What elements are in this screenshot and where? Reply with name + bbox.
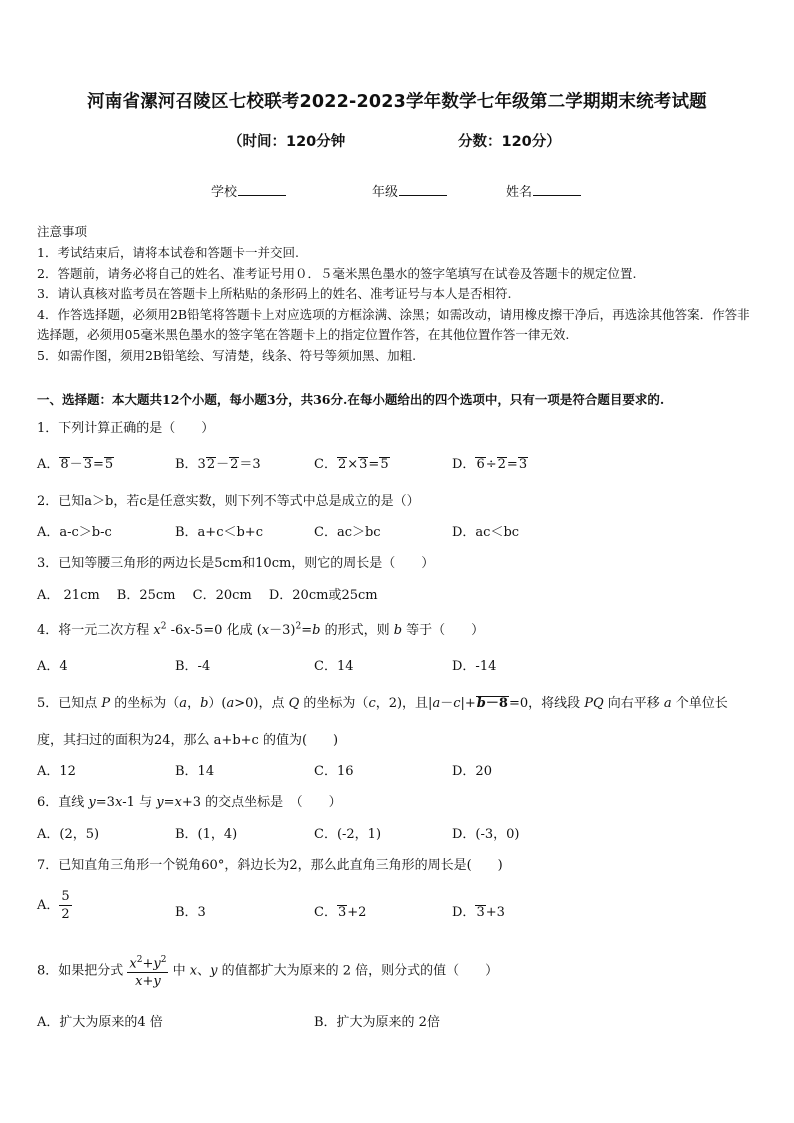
q2-option-c[interactable]: C．ac＞bc bbox=[314, 525, 381, 540]
question-1-stem: 1．下列计算正确的是（ ） bbox=[37, 421, 215, 436]
q3-options[interactable]: A． 21cm B．25cm C．20cm D．20cm或25cm bbox=[37, 588, 378, 603]
grade-field bbox=[372, 181, 447, 200]
q2-option-d[interactable]: D．ac＜bc bbox=[452, 525, 520, 540]
q4-option-b[interactable]: B．-4 bbox=[175, 659, 211, 674]
q5-option-b[interactable]: B．14 bbox=[175, 764, 215, 779]
q2-option-b[interactable]: B．a+c＜b+c bbox=[175, 525, 263, 540]
question-6-stem: 6．直线 y=3x-1 与 y=x+3 的交点坐标是 （ ） bbox=[37, 795, 342, 810]
q5-option-a[interactable]: A．12 bbox=[37, 764, 76, 779]
question-5-stem-cont: 度，其扫过的面积为24，那么 a+b+c 的值为( ) bbox=[37, 733, 339, 748]
exam-title: 河南省漯河召陵区七校联考2022-2023学年数学七年级第二学期期末统考试题 bbox=[87, 92, 707, 112]
notice-title: 注意事项 bbox=[37, 224, 88, 239]
fraction: $\frac{5}{2}$ bbox=[61, 889, 70, 922]
q4-option-d[interactable]: D．-14 bbox=[452, 659, 497, 674]
notice-item: 3．请认真核对监考员在答题卡上所粘贴的条形码上的姓名、准考证号与本人是否相符. bbox=[37, 286, 512, 301]
name-blank[interactable] bbox=[533, 182, 581, 196]
question-4-stem: 4．将一元二次方程 $x^2$ -6x-5=0 化成 $(x-3)^2=b$ 的形式，则 b 等于（ ） bbox=[37, 621, 485, 638]
q7-option-b[interactable]: B．3 bbox=[175, 905, 206, 920]
notice-item: 5．如需作图，须用2B铅笔绘、写清楚，线条、符号等须加黑、加粗. bbox=[37, 347, 417, 363]
q6-option-d[interactable]: D．(-3，0) bbox=[452, 827, 520, 842]
grade-label: 年级 bbox=[372, 185, 399, 200]
q1-option-a[interactable]: A．8－3=5 bbox=[37, 457, 114, 472]
question-5-stem: 5．已知点 P 的坐标为（a，b）(a>0)，点 Q 的坐标为（c，2)，且|a－c|+b－8=0，将线段 PQ 向右平移 a 个单位长 bbox=[37, 696, 728, 711]
q6-option-a[interactable]: A．(2，5) bbox=[37, 827, 100, 842]
q8-option-a[interactable]: A．扩大为原来的4 倍 bbox=[37, 1015, 163, 1030]
q7-option-c[interactable]: C．3+2 bbox=[314, 905, 367, 920]
school-blank[interactable] bbox=[238, 182, 286, 196]
grade-blank[interactable] bbox=[399, 182, 447, 196]
question-7-stem: 7．已知直角三角形一个锐角60°，斜边长为2，那么此直角三角形的周长是( ) bbox=[37, 858, 503, 873]
q7-option-a[interactable]: A． $\frac{5}{2}$ bbox=[37, 889, 70, 922]
q1-option-b[interactable]: B．32－2＝3 bbox=[175, 457, 261, 472]
q7-option-d[interactable]: D．3+3 bbox=[452, 905, 505, 920]
q6-option-c[interactable]: C．(-2，1) bbox=[314, 827, 382, 842]
notice-item: 1．考试结束后，请将本试卷和答题卡一并交回. bbox=[37, 245, 299, 260]
name-label: 姓名 bbox=[506, 185, 533, 200]
q5-option-d[interactable]: D．20 bbox=[452, 764, 492, 779]
name-field bbox=[506, 181, 581, 200]
q5-option-c[interactable]: C．16 bbox=[314, 764, 354, 779]
q1-option-d[interactable]: D．6÷2=3 bbox=[452, 457, 528, 472]
notice-item: 2．答题前，请务必将自己的姓名、准考证号用０．５毫米黑色墨水的签字笔填写在试卷及答题卡的规定位置. bbox=[37, 265, 637, 281]
q2-option-a[interactable]: A．a-c＞b-c bbox=[37, 525, 112, 540]
section-heading: 一、选择题：本大题共12个小题，每小题3分，共36分.在每小题给出的四个选项中，只有一项是符合题目要求的. bbox=[37, 392, 665, 407]
question-2-stem: 2．已知a＞b，若c是任意实数，则下列不等式中总是成立的是（） bbox=[37, 494, 420, 509]
question-8-stem: 8．如果把分式 $\frac{x^2+y^2}{x+y}$ 中 x、y 的值都扩大为原来的 2 倍，则分式的值（ ） bbox=[37, 952, 498, 990]
school-field bbox=[211, 181, 286, 200]
fraction: $\frac{x^2+y^2}{x+y}$ bbox=[127, 952, 168, 990]
exam-time: （时间：120分钟 bbox=[228, 134, 346, 150]
q4-option-a[interactable]: A．4 bbox=[37, 659, 68, 674]
q8-option-b[interactable]: B．扩大为原来的 2倍 bbox=[314, 1015, 440, 1030]
question-3-stem: 3．已知等腰三角形的两边长是5cm和10cm，则它的周长是（ ） bbox=[37, 556, 435, 571]
school-label: 学校 bbox=[211, 185, 238, 200]
q1-option-c[interactable]: C．2×3=5 bbox=[314, 457, 389, 472]
exam-score: 分数：120分） bbox=[458, 134, 561, 150]
q6-option-b[interactable]: B．(1，4) bbox=[175, 827, 238, 842]
notice-item: 4．作答选择题，必须用2B铅笔将答题卡上对应选项的方框涂满、涂黑；如需改动，请用橡皮擦干净后，再选涂其他答案．作答非选择题，必须用05毫米黑色墨水的签字笔在答题卡上的指定位置作答，在其他位置作答一律无效. bbox=[37, 306, 750, 342]
q4-option-c[interactable]: C．14 bbox=[314, 659, 354, 674]
notice-list bbox=[37, 243, 757, 366]
